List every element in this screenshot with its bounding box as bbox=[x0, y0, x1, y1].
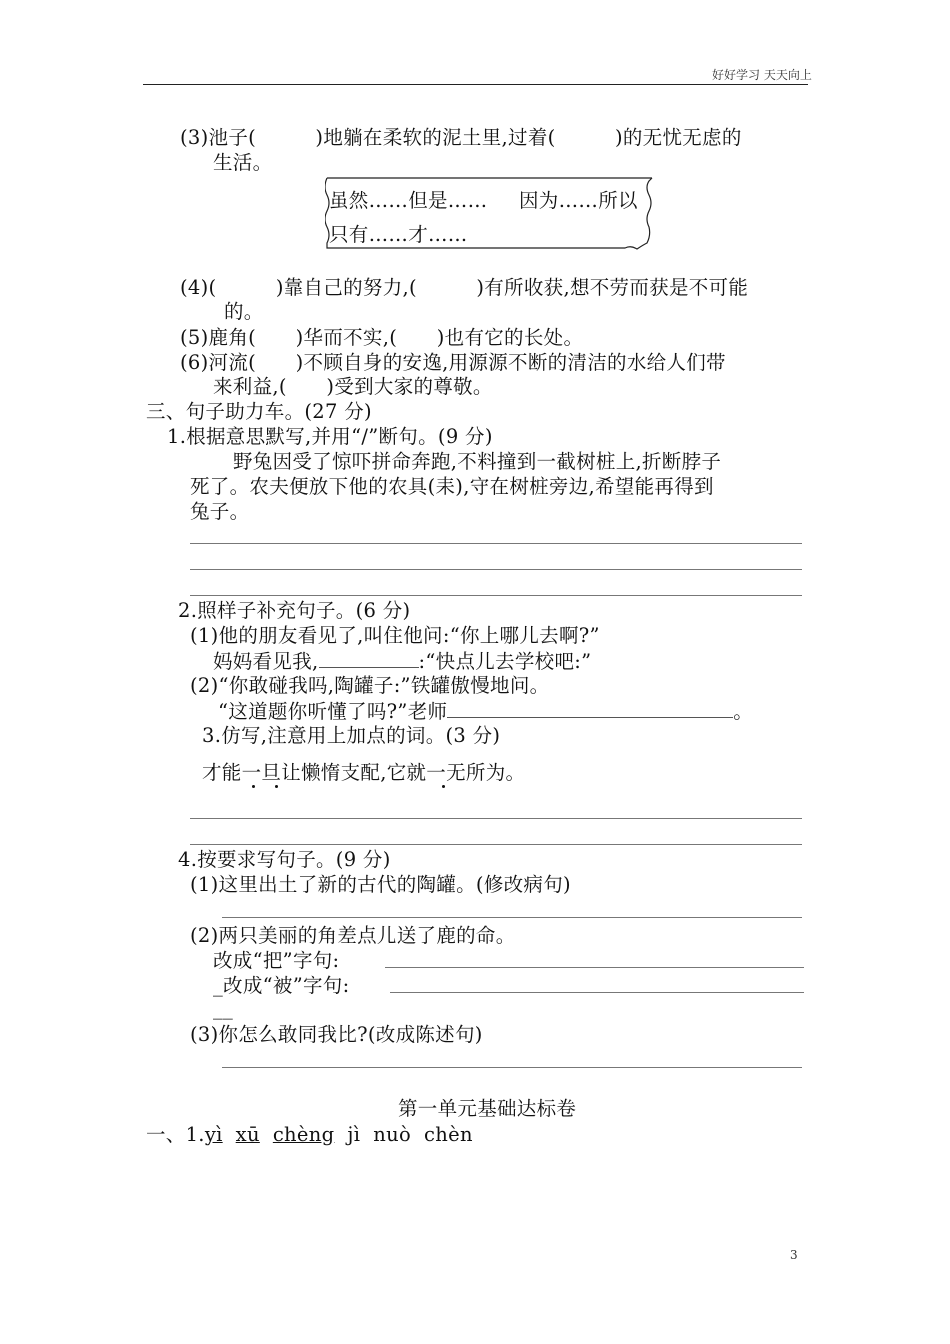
q1-answer-line-2[interactable] bbox=[190, 569, 802, 570]
q2-fill-1 bbox=[213, 649, 591, 674]
page-number: 3 bbox=[790, 1248, 798, 1262]
answer-key-title: 第一单元基础达标卷 bbox=[398, 1097, 577, 1120]
q3-line1: (3)池子( )地躺在柔软的泥土里,过着( )的无忧无虑的 bbox=[180, 126, 742, 149]
q4-part2-bei: _改成“被”字句: bbox=[213, 974, 350, 997]
emphasis-dot-2 bbox=[275, 785, 278, 788]
q4-part1: (1)这里出土了新的古代的陶罐。(修改病句) bbox=[190, 873, 571, 896]
pinyin-6: chèn bbox=[424, 1123, 473, 1146]
q2-example-2: (2)“你敢碰我吗,陶罐子:”铁罐傲慢地问。 bbox=[190, 674, 550, 697]
q4-line2: 的。 bbox=[224, 300, 264, 323]
answer-key-line bbox=[146, 1123, 473, 1147]
section3-title: 三、句子助力车。(27 分) bbox=[146, 400, 372, 423]
q1-answer-line-3[interactable] bbox=[190, 595, 802, 596]
q5-line: (5)鹿角( )华而不实,( )也有它的长处。 bbox=[180, 326, 584, 349]
q6-line1: (6)河流( )不顾自身的安逸,用源源不断的清洁的水给人们带 bbox=[180, 351, 726, 374]
q4-line1: (4)( )靠自己的努力,( )有所收获,想不劳而获是不可能 bbox=[180, 276, 749, 299]
q2-title: 2.照样子补充句子。(6 分) bbox=[178, 599, 411, 622]
q2-fill-2-end: 。 bbox=[733, 700, 754, 723]
emphasis-dot-3 bbox=[442, 785, 445, 788]
q4-part2: (2)两只美丽的角差点儿送了鹿的命。 bbox=[190, 924, 516, 947]
q2-blank-2[interactable] bbox=[447, 699, 733, 718]
answer-prefix: 一、1. bbox=[146, 1123, 205, 1146]
q4-ba-answer-line[interactable] bbox=[385, 967, 804, 968]
word-pair-1: 虽然……但是…… bbox=[329, 189, 488, 212]
q4-part2-continuation: __ bbox=[213, 997, 234, 1020]
word-pair-3: 只有……才…… bbox=[329, 223, 468, 246]
q6-line2: 来利益,( )受到大家的尊敬。 bbox=[213, 375, 493, 398]
q2-fill-2-start: “这道题你听懂了吗?”老师 bbox=[218, 700, 448, 723]
emphasis-dot-1 bbox=[252, 785, 255, 788]
q2-fill-1-end: :“快点儿去学校吧:” bbox=[418, 650, 592, 673]
q2-fill-1-start: 妈妈看见我, bbox=[213, 650, 319, 673]
q1-text-line2: 死了。农夫便放下他的农具(耒),守在树桩旁边,希望能再得到 bbox=[190, 475, 714, 498]
pinyin-3: chèng bbox=[272, 1123, 335, 1146]
q4-part1-answer-line[interactable] bbox=[222, 917, 802, 918]
q3-line2: 生活。 bbox=[213, 151, 273, 174]
q4-part2-ba: 改成“把”字句: bbox=[213, 949, 340, 972]
q1-answer-line-1[interactable] bbox=[190, 543, 802, 544]
q4-title: 4.按要求写句子。(9 分) bbox=[178, 848, 391, 871]
q3-answer-line-2[interactable] bbox=[190, 844, 802, 845]
q2-blank-1[interactable] bbox=[319, 649, 419, 668]
pinyin-4: jì bbox=[347, 1123, 361, 1146]
header-rule bbox=[143, 84, 808, 85]
q1-text-line3: 兔子。 bbox=[190, 500, 250, 523]
pinyin-1: yì bbox=[204, 1123, 223, 1146]
q3-answer-line-1[interactable] bbox=[190, 818, 802, 819]
pinyin-2: xū bbox=[235, 1123, 260, 1146]
q3-title: 3.仿写,注意用上加点的词。(3 分) bbox=[202, 724, 501, 747]
q4-part3-answer-line[interactable] bbox=[222, 1067, 802, 1068]
q1-title: 1.根据意思默写,并用“/”断句。(9 分) bbox=[167, 425, 493, 448]
q1-text-line1: 野兔因受了惊吓拼命奔跑,不料撞到一截树桩上,折断脖子 bbox=[233, 450, 722, 473]
q3-model-sentence: 才能一旦让懒惰支配,它就一无所为。 bbox=[202, 761, 526, 784]
q2-example-1: (1)他的朋友看见了,叫住他问:“你上哪儿去啊?” bbox=[190, 624, 600, 647]
q2-fill-2 bbox=[218, 699, 753, 724]
header-slogan: 好好学习 天天向上 bbox=[712, 68, 812, 82]
word-box bbox=[325, 175, 654, 251]
pinyin-5: nuò bbox=[373, 1123, 412, 1146]
q4-bei-answer-line[interactable] bbox=[390, 992, 804, 993]
q4-part3: (3)你怎么敢同我比?(改成陈述句) bbox=[190, 1023, 483, 1046]
word-pair-2: 因为……所以 bbox=[519, 189, 638, 212]
